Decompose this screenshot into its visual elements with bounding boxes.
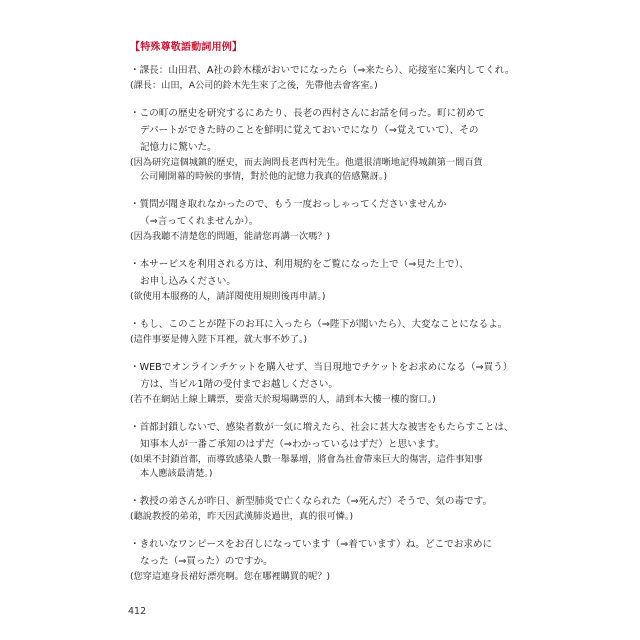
japanese-sentence-continued: お申し込みください。	[140, 276, 236, 287]
example-entry	[130, 359, 528, 407]
japanese-sentence: ・きれいなワンピースをお召しになっています（⇒着ています）ね。どこでお求めに	[130, 539, 493, 550]
japanese-sentence-continued: 知事本人が一番ご承知のはずだ（⇒わかっているはずだ）と思います。	[140, 439, 445, 450]
chinese-translation: (聽說教授的弟弟，昨天因武漢肺炎過世，真的很可憐。)	[130, 511, 354, 522]
example-entry	[130, 419, 528, 481]
chinese-translation: (這件事要是傳入陛下耳裡，就大事不妙了。)	[130, 334, 308, 345]
chinese-translation: (課長：山田，A公司的鈴木先生來了之後，先帶他去會客室。)	[130, 80, 378, 91]
japanese-sentence-continued: 記憶力に驚いた。	[140, 142, 217, 153]
japanese-sentence-continued: 方は、当ビル1階の受付までお越しください。	[140, 379, 338, 390]
japanese-sentence: ・教授の弟さんが昨日、新型肺炎で亡くなられた（⇒死んだ）そうで、気の毒です。	[130, 496, 493, 507]
japanese-sentence-continued: なった（⇒買った）のですか。	[140, 556, 273, 567]
japanese-sentence: ・課長：山田君、A社の鈴木様がおいでになったら（⇒来たら）、応接室に案内してくれ。	[130, 65, 515, 76]
chinese-translation: (因為我聽不清楚您的問題，能請您再講一次嗎？)	[130, 231, 331, 242]
section-header: 【特殊尊敬語動詞用例】	[130, 42, 243, 53]
chinese-translation-continued: 公司剛開幕的時候的事情，對於他的記憶力我真的倍感驚訝。)	[140, 171, 388, 182]
chinese-translation-continued: 本人應該最清楚。)	[140, 468, 213, 479]
example-entry	[130, 493, 528, 524]
japanese-sentence: ・首都封鎖しないで、感染者数が一気に増えたら、社会に甚大な被害をもたらすことは、	[130, 422, 514, 433]
page-number: 412	[128, 606, 147, 617]
example-entry	[130, 256, 528, 304]
japanese-sentence-continued: （⇒言ってくれませんか）。	[140, 216, 259, 227]
example-entry	[130, 316, 528, 347]
japanese-sentence: ・もし、このことが陛下のお耳に入ったら（⇒陛下が聞いたら）、大変なことになるよ。	[130, 319, 508, 330]
chinese-translation: (您穿這連身長裙好漂亮啊。您在哪裡購買的呢？)	[130, 571, 331, 582]
example-entry	[130, 536, 528, 584]
japanese-sentence: ・この町の歴史を研究するにあたり、長老の西村さんにお話を伺った。町に初めて	[130, 108, 485, 119]
example-entry	[130, 105, 528, 184]
chinese-translation: (因為研究這個城鎮的歷史，而去詢問長老西村先生。他還很清晰地記得城鎮第一間百貨	[130, 157, 483, 168]
japanese-sentence: ・WEBでオンラインチケットを購入せず、当日現地でチケットをお求めになる（⇒買う）	[130, 362, 513, 373]
example-entry	[130, 196, 528, 244]
japanese-sentence: ・本サービスを利用される方は、利用規約をご覧になった上で（⇒見た上で）、	[130, 259, 470, 270]
japanese-sentence-continued: デパートができた時のことを鮮明に覚えておいでになり（⇒覚えていて）、その	[140, 125, 479, 136]
chinese-translation: (如果不封鎖首都，而導致感染人數一舉暴增，將會為社會帶來巨大的傷害，這件事知事	[130, 454, 483, 465]
example-list	[130, 62, 528, 596]
chinese-translation: (若不在網站上線上購票，要當天於現場購票的人，請到本大樓一樓的窗口。)	[130, 394, 436, 405]
example-entry	[130, 62, 528, 93]
chinese-translation: (欲使用本服務的人，請詳閱使用規則後再申請。)	[130, 291, 326, 302]
japanese-sentence: ・質問が聞き取れなかったので、もう一度おっしゃってくださいませんか	[130, 199, 447, 210]
